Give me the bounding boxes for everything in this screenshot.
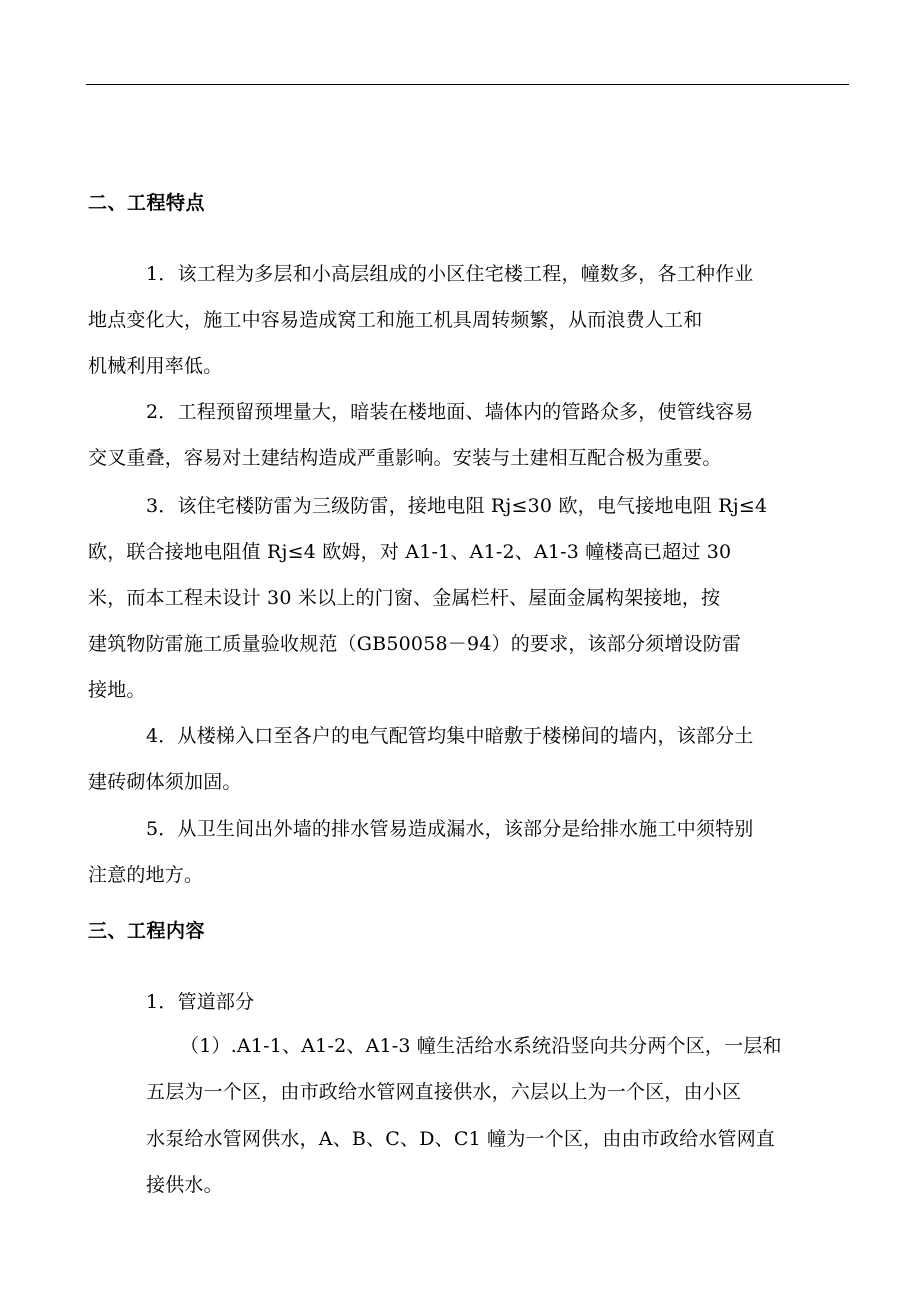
paragraph-line: 水泵给水管网供水，A、B、C、D、C1 幢为一个区，由由市政给水管网直 xyxy=(146,1128,776,1150)
paragraph-line: 五层为一个区，由市政给水管网直接供水，六层以上为一个区，由小区 xyxy=(146,1081,742,1103)
paragraph-line: 1．该工程为多层和小高层组成的小区住宅楼工程，幢数多，各工种作业 xyxy=(146,263,754,285)
paragraph-line: 欧，联合接地电阻值 Rj≤4 欧姆，对 A1-1、A1-2、A1-3 幢楼高已超过 30 xyxy=(88,541,732,563)
paragraph-line: 4．从楼梯入口至各户的电气配管均集中暗敷于楼梯间的墙内，该部分土 xyxy=(146,725,754,747)
paragraph-line: 5．从卫生间出外墙的排水管易造成漏水，该部分是给排水施工中须特别 xyxy=(146,818,754,840)
paragraph-line: 交叉重叠，容易对土建结构造成严重影响。安装与土建相互配合极为重要。 xyxy=(88,447,722,469)
paragraph-line: 2．工程预留预埋量大，暗装在楼地面、墙体内的管路众多，使管线容易 xyxy=(146,401,754,423)
section-heading-3: 三、工程内容 xyxy=(88,920,206,942)
header-rule xyxy=(86,84,849,85)
paragraph-line: 接地。 xyxy=(88,679,146,701)
paragraph-line: 接供水。 xyxy=(146,1174,223,1196)
section-heading-2: 二、工程特点 xyxy=(88,192,206,214)
paragraph-line: 3．该住宅楼防雷为三级防雷，接地电阻 Rj≤30 欧，电气接地电阻 Rj≤4 xyxy=(146,495,768,517)
paragraph-line: （1）.A1-1、A1-2、A1-3 幢生活给水系统沿竖向共分两个区，一层和 xyxy=(180,1035,782,1057)
paragraph-line: 地点变化大，施工中容易造成窝工和施工机具周转频繁，从而浪费人工和 xyxy=(88,309,703,331)
paragraph-line: 建筑物防雷施工质量验收规范（GB50058－94）的要求，该部分须增设防雷 xyxy=(88,633,742,655)
paragraph-line: 机械利用率低。 xyxy=(88,355,223,377)
paragraph-line: 建砖砌体须加固。 xyxy=(88,771,242,793)
paragraph-line: 米，而本工程未设计 30 米以上的门窗、金属栏杆、屋面金属构架接地，按 xyxy=(88,587,721,609)
paragraph-line: 注意的地方。 xyxy=(88,864,204,886)
paragraph-line: 1．管道部分 xyxy=(146,991,255,1013)
